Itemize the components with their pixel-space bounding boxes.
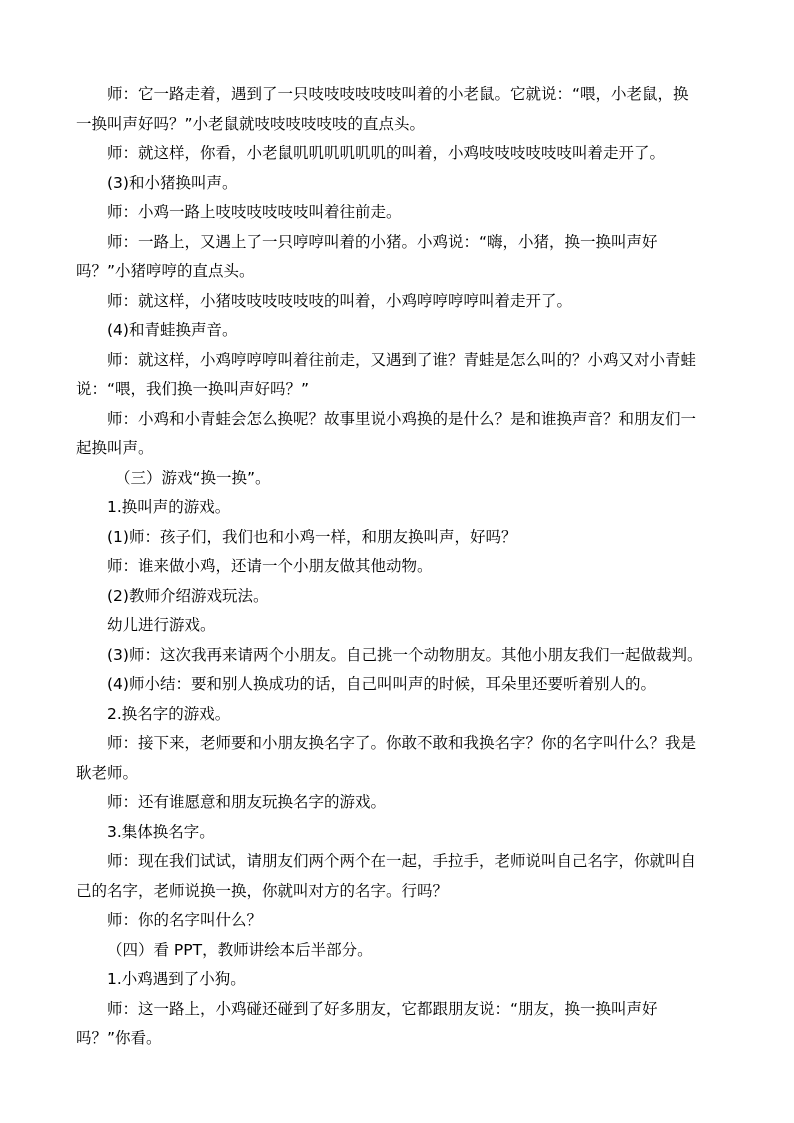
text-line: 1.小鸡遇到了小狗。 — [107, 970, 246, 988]
text-line: 师：小鸡和小青蛙会怎么换呢？故事里说小鸡换的是什么？是和谁换声音？和朋友们一 — [107, 409, 697, 428]
text-line: (4)和青蛙换声音。 — [107, 321, 238, 339]
paragraph-game-step-1 — [76, 523, 724, 553]
paragraph-frog-meeting — [76, 346, 724, 405]
text-line: 师：就这样，你看，小老鼠叽叽叽叽叽叽的叫着，小鸡吱吱吱吱吱吱叫着走开了。 — [107, 144, 666, 162]
subheading-sound-game — [76, 493, 724, 523]
text-line: 师：接下来，老师要和小朋友换名字了。你敢不敢和我换名字？你的名字叫什么？我是 — [107, 734, 697, 752]
paragraph-heading-frog — [76, 316, 724, 346]
paragraph-game-step-3 — [76, 641, 724, 671]
text-line: (4)师小结：要和别人换成功的话，自己叫叫声的时候，耳朵里还要听着别人的。 — [107, 675, 656, 693]
text-line: 起换叫声。 — [76, 439, 154, 457]
paragraph-children-play — [76, 611, 724, 641]
paragraph-name-question — [76, 906, 724, 936]
text-line: 师：它一路走着，遇到了一只吱吱吱吱吱吱叫着的小老鼠。它就说：“喂，小老鼠，换 — [107, 85, 689, 103]
paragraph-game-volunteer — [76, 552, 724, 582]
paragraph-game-step-4 — [76, 670, 724, 700]
text-line: 吗？”小猪哼哼的直点头。 — [76, 262, 255, 280]
text-line: (2)教师介绍游戏玩法。 — [107, 586, 269, 605]
paragraph-frog-question — [76, 405, 724, 464]
paragraph-heading-pig — [76, 169, 724, 199]
text-line: (3)和小猪换叫声。 — [107, 173, 238, 192]
paragraph-friends-meeting — [76, 995, 724, 1054]
text-line: 师：一路上，又遇上了一只哼哼叫着的小猪。小鸡说：“嗨，小猪，换一换叫声好 — [107, 232, 658, 251]
paragraph-mouse-swap — [76, 139, 724, 169]
text-line: 己的名字，老师说换一换，你就叫对方的名字。行吗？ — [76, 881, 449, 900]
text-line: 师：你的名字叫什么？ — [107, 911, 263, 929]
text-line: 师：现在我们试试，请朋友们两个两个在一起，手拉手，老师说叫自己名字，你就叫自 — [107, 852, 697, 870]
text-line: 幼儿进行游戏。 — [107, 616, 216, 634]
text-line: 师：就这样，小鸡哼哼哼叫着往前走，又遇到了谁？青蛙是怎么叫的？小鸡又对小青蛙 — [107, 350, 697, 369]
text-line: 说：“喂，我们换一换叫声好吗？” — [76, 380, 310, 398]
section-heading-game — [76, 464, 724, 494]
paragraph-game-step-2 — [76, 582, 724, 612]
section-heading-ppt — [76, 936, 724, 966]
text-line: 吗？”你看。 — [76, 1029, 162, 1047]
text-line: （三）游戏“换一换”。 — [115, 468, 271, 487]
text-line: 师：小鸡一路上吱吱吱吱吱吱叫着往前走。 — [107, 203, 402, 221]
text-line: (3)师：这次我再来请两个小朋友。自己挑一个动物朋友。其他小朋友我们一起做裁判。 — [107, 645, 703, 664]
text-line: 1.换叫声的游戏。 — [107, 498, 231, 516]
text-line: 一换叫声好吗？”小老鼠就吱吱吱吱吱吱的直点头。 — [76, 114, 426, 133]
text-line: 师：就这样，小猪吱吱吱吱吱吱的叫着，小鸡哼哼哼哼叫着走开了。 — [107, 291, 573, 310]
text-line: 师：这一路上，小鸡碰还碰到了好多朋友，它都跟朋友说：“朋友，换一换叫声好 — [107, 999, 658, 1018]
text-line: 师：谁来做小鸡，还请一个小朋友做其他动物。 — [107, 557, 433, 575]
text-line: （四）看 PPT，教师讲绘本后半部分。 — [107, 940, 373, 959]
subheading-group-name-swap — [76, 818, 724, 848]
subheading-dog-meeting — [76, 965, 724, 995]
paragraph-name-swap — [76, 729, 724, 788]
paragraph-chick-walk — [76, 198, 724, 228]
paragraph-mouse-meeting — [76, 80, 724, 139]
paragraph-group-instructions — [76, 847, 724, 906]
paragraph-name-volunteer — [76, 788, 724, 818]
text-line: 耿老师。 — [76, 763, 139, 782]
paragraph-pig-swap — [76, 287, 724, 317]
paragraph-pig-meeting — [76, 228, 724, 287]
text-line: 2.换名字的游戏。 — [107, 704, 231, 723]
subheading-name-game — [76, 700, 724, 730]
text-line: 3.集体换名字。 — [107, 822, 215, 841]
text-line: 师：还有谁愿意和朋友玩换名字的游戏。 — [107, 793, 387, 811]
text-line: (1)师：孩子们，我们也和小鸡一样，和朋友换叫声，好吗？ — [107, 527, 517, 546]
